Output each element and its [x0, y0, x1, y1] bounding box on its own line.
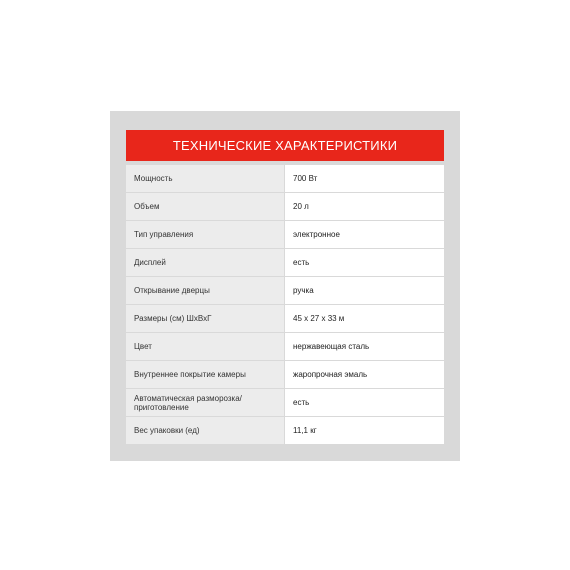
- spec-row-dimensions: [126, 305, 444, 332]
- spec-value: есть: [285, 389, 444, 416]
- spec-value: жаропрочная эмаль: [285, 361, 444, 388]
- spec-value: 700 Вт: [285, 165, 444, 192]
- spec-row-color: [126, 333, 444, 360]
- spec-row-display: [126, 249, 444, 276]
- spec-value: есть: [285, 249, 444, 276]
- spec-row-power: [126, 165, 444, 192]
- spec-label: Вес упаковки (ед): [126, 417, 284, 444]
- spec-table: [126, 165, 444, 445]
- spec-value: нержавеющая сталь: [285, 333, 444, 360]
- spec-value: 20 л: [285, 193, 444, 220]
- spec-label: Дисплей: [126, 249, 284, 276]
- spec-label: Открывание дверцы: [126, 277, 284, 304]
- spec-row-control-type: [126, 221, 444, 248]
- spec-row-auto-defrost: [126, 389, 444, 416]
- spec-label: Объем: [126, 193, 284, 220]
- spec-title: ТЕХНИЧЕСКИЕ ХАРАКТЕРИСТИКИ: [172, 138, 398, 153]
- spec-value: 11,1 кг: [285, 417, 444, 444]
- spec-label: Внутреннее покрытие камеры: [126, 361, 284, 388]
- spec-label: Тип управления: [126, 221, 284, 248]
- spec-label: Мощность: [126, 165, 284, 192]
- spec-label: Автоматическая разморозка/приготовление: [126, 389, 284, 416]
- spec-value: ручка: [285, 277, 444, 304]
- spec-row-interior-coating: [126, 361, 444, 388]
- spec-label: Размеры (см) ШхВхГ: [126, 305, 284, 332]
- spec-panel: [110, 111, 460, 461]
- spec-value: электронное: [285, 221, 444, 248]
- spec-row-volume: [126, 193, 444, 220]
- spec-header: [126, 130, 444, 161]
- spec-label: Цвет: [126, 333, 284, 360]
- spec-row-package-weight: [126, 417, 444, 444]
- spec-row-door-opening: [126, 277, 444, 304]
- spec-value: 45 х 27 х 33 м: [285, 305, 444, 332]
